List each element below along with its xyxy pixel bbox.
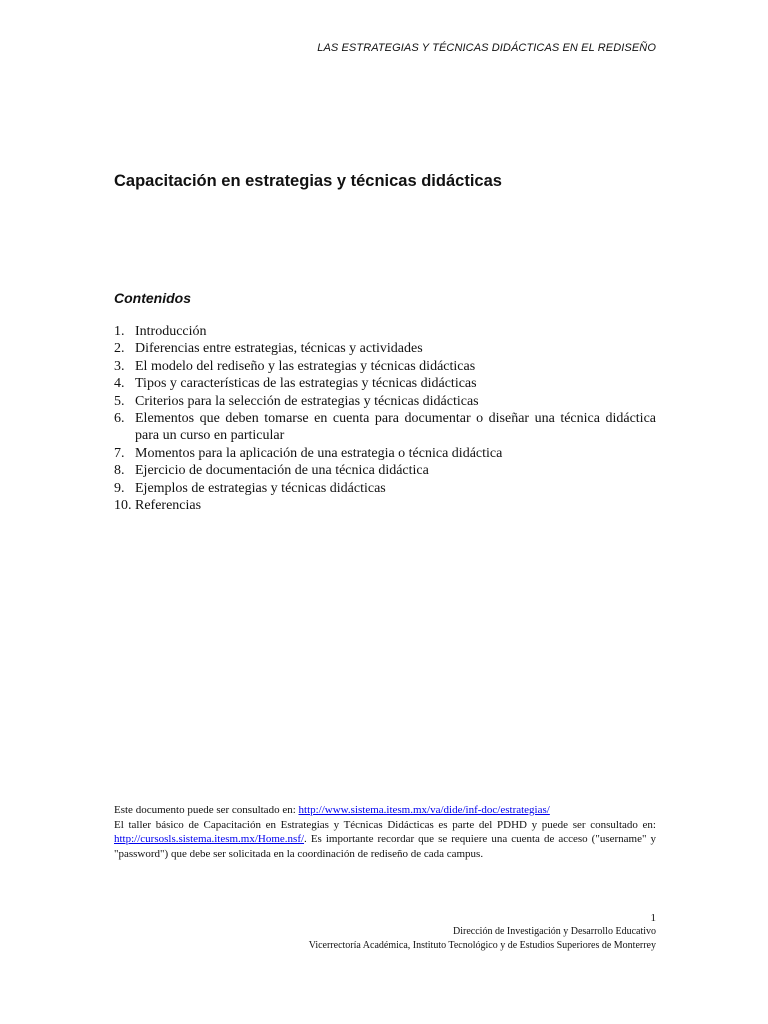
contents-item — [114, 480, 656, 497]
page-number: 1 — [650, 912, 656, 924]
page-footer — [309, 925, 656, 953]
item-text: Referencias — [135, 498, 202, 514]
contents-item — [114, 393, 656, 410]
item-text: Elementos que deben tomarse en cuenta para documentar o diseñar una técnica didáctica para un curso en particular — [135, 411, 656, 444]
contents-item — [114, 410, 656, 445]
footer-line-1: Dirección de Investigación y Desarrollo Educativo — [453, 926, 656, 937]
note-paragraph-2 — [114, 818, 656, 862]
item-text: Criterios para la selección de estrategias y técnicas didácticas — [135, 393, 479, 409]
item-text: El modelo del rediseño y las estrategias y técnicas didácticas — [135, 358, 476, 374]
contents-list — [114, 323, 656, 514]
item-number: 2. — [114, 341, 125, 357]
courses-link[interactable]: http://cursosls.sistema.itesm.mx/Home.nsf/ — [114, 833, 305, 846]
document-title: Capacitación en estrategias y técnicas didácticas — [114, 172, 502, 190]
item-number: 9. — [114, 480, 125, 496]
footer-line-2: Vicerrectoría Académica, Instituto Tecnológico y de Estudios Superiores de Monterrey — [308, 940, 656, 951]
note-text: Este documento puede ser consultado en: — [114, 804, 299, 816]
item-number: 10. — [114, 498, 132, 514]
item-number: 8. — [114, 463, 125, 479]
item-number: 3. — [114, 358, 125, 374]
note-text: El taller básico de Capacitación en Estrategias y Técnicas Didácticas es parte del PDHD y puede ser consultado en: — [114, 818, 656, 831]
item-text: Ejercicio de documentación de una técnica didáctica — [135, 463, 429, 479]
item-text: Introducción — [135, 324, 207, 339]
item-text: Diferencias entre estrategias, técnicas y actividades — [135, 341, 423, 357]
contents-item — [114, 340, 656, 357]
item-number: 1. — [114, 324, 125, 339]
contents-item — [114, 497, 656, 514]
note-line-1 — [114, 803, 656, 818]
item-text: Momentos para la aplicación de una estrategia o técnica didáctica — [135, 445, 503, 461]
item-text: Tipos y características de las estrategias y técnicas didácticas — [135, 376, 477, 392]
item-number: 7. — [114, 445, 125, 461]
note-text: . Es importante recordar que se requiere una cuenta de acceso ("username" y "password") que debe ser solicitada en la coordinación de rediseño de cada campus. — [114, 833, 656, 860]
strategies-link[interactable]: http://www.sistema.itesm.mx/va/dide/inf-doc/estrategias/ — [298, 804, 550, 816]
contents-item — [114, 358, 656, 375]
consultation-note — [114, 803, 656, 861]
item-text: Ejemplos de estrategias y técnicas didácticas — [135, 480, 386, 496]
contents-heading: Contenidos — [114, 290, 191, 306]
item-number: 4. — [114, 376, 125, 392]
item-number: 6. — [114, 411, 125, 427]
contents-item — [114, 462, 656, 479]
item-number: 5. — [114, 393, 125, 409]
contents-item — [114, 445, 656, 462]
contents-item — [114, 375, 656, 392]
running-header: LAS ESTRATEGIAS Y TÉCNICAS DIDÁCTICAS EN EL REDISEÑO — [317, 42, 656, 54]
contents-item — [114, 323, 656, 340]
